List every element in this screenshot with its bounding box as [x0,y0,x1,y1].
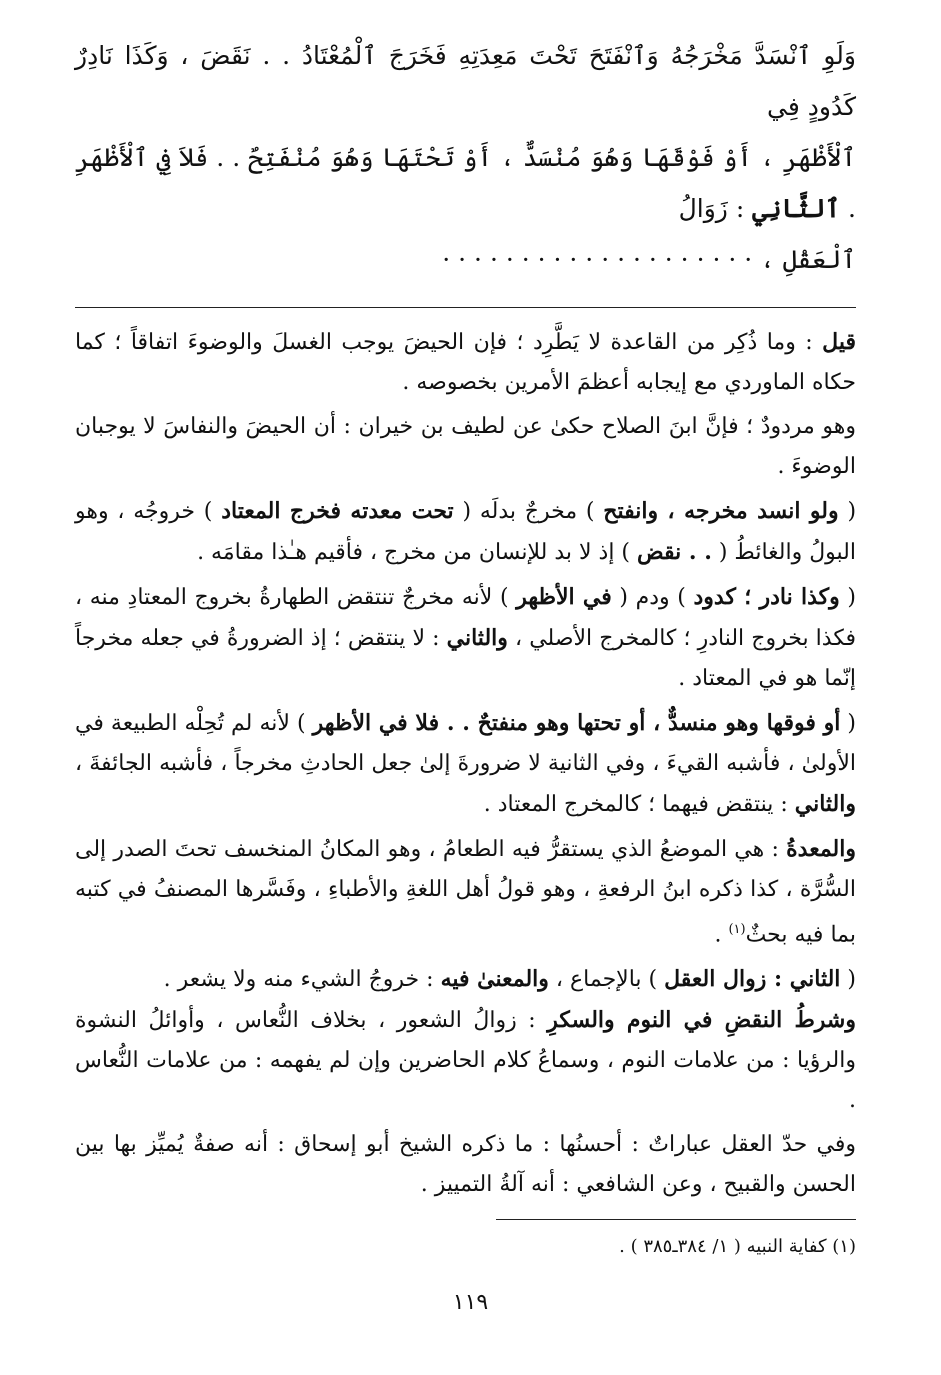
sharh-text-run: ) لأنه مخرجٌ تنتقض الطهارةُ بخروج المعتادِ منه ، فكذا بخروج النادرِ ؛ كالمخرج الأصلي ، [75,585,856,651]
sharh-para-9 [75,1125,856,1205]
matn-line-3-text: ٱلْعَقْلِ ، [760,245,856,274]
sharh-para-8 [75,1000,856,1121]
sharh-text-run: : خروجُ الشيء منه ولا يشعر . [163,967,434,993]
matn-separator [75,307,856,308]
matn-quote: في الأظهر [516,584,612,610]
matn-dots: · · · · · · · · · · · · · · · · · · · · [442,245,753,274]
sharh-para-1 [75,322,856,403]
sharh-text-run: ) لأنه لم تُحِلْه الطبيعة في الأولىٰ ، فأشبه القيءَ ، وفي الثانية لا ضرورةَ إلىٰ جعل الحادثِ مخرجاً ، فأشبه الجائفةَ ، [75,711,856,776]
matn-text [75,30,856,285]
sharh-text-run: ) مخرجٌ بدلَه ( [462,499,595,524]
sharh-text-run: ) خروجُه ، وهو البولُ والغائطُ ( [75,499,856,565]
sharh-text-run: : زوالُ الشعور ، بخلاف النُّعاس ، وأوائلُ النشوة والرؤيا : من علامات النوم ، وسماعُ كلام الحاضرين وإن لم يفهمه : من علامات النُّعاس . [75,1008,856,1114]
matn-line-1-text: وَلَوِ ٱنْسَدَّ مَخْرَجُهُ وَٱنْفَتَحَ تَحْتَ مَعِدَتِهِ فَخَرَجَ ٱلْمُعْتَادُ . . نَقَضَ ، وَكَذَا نَادِرٌ كَدُودٍ فِي [75,41,856,121]
paren: ( [847,499,857,524]
qila-label: قيل [822,329,856,355]
matn-quote: الثاني : زوال العقل [664,966,841,993]
footnote: (١) كفاية النبيه ( ١/ ٣٨٤ـ٣٨٥ ) . [619,1236,856,1258]
sharh-para-2 [75,407,856,487]
matn-line-2-text: ٱلْأَظْهَرِ ، أَوْ فَوْقَهَا وَهُوَ مُنْسَدٌّ ، أَوْ تَحْتَهَا وَهُوَ مُنْفَتِحٌ . . فَلاَ فِي ٱلْأَظْهَرِ . [75,143,856,223]
paren: ( [847,967,856,993]
mana-label: والمعنىٰ فيه [440,966,549,993]
sharh-para-3 [75,491,856,573]
sharh-text-run: ) إذ لا بد للإنسان من مخرج ، فأقيم هـٰذا مقامَه . [197,540,631,565]
page-number: ١١٩ [452,1290,489,1315]
maidah-label: والمعدةُ [786,836,856,862]
thani-label: والثاني [794,791,856,817]
paren: ( [847,711,856,736]
matn-line-2-tail: : زَوَالُ [678,194,745,223]
sharh-text-run: : هي الموضعُ الذي يستقرُّ فيه الطعامُ ، وهو المكانُ المنخسف تحتَ الصدر إلى السُّرَّة ، كذا ذكره ابنُ الرفعةِ ، وهو قولُ أهل اللغةِ والأطباءِ ، وفَسَّرها المصنفُ في كتبه بما فيه بحثٌ [75,837,856,948]
sharh-para-9-text: وفي حدّ العقل عباراتٌ : أحسنُها : ما ذكره الشيخ أبو إسحاق : أنه صفةٌ يُميِّز بها بين الحسن والقبيح ، وعن الشافعي : أنه آلةُ التمييز . [75,1132,856,1198]
sharh-text-run: : لا ينتقض ؛ إذ الضرورةُ في جعله مخرجاً إنّما هو في المعتاد . [75,626,856,691]
sharh-text-run: . [714,922,722,948]
matn-line-3 [75,234,856,285]
matn-thani-label: ٱلثَّانِي [752,194,841,223]
thani-label: والثاني [446,625,508,651]
sharh-para-4 [75,577,856,699]
sharh-para-2-text: وهو مردودٌ ؛ فإنَّ ابنَ الصلاح حكىٰ عن لطيف بن خيران : أن الحيضَ والنفاسَ لا يوجبان الوضوءَ . [75,414,856,479]
sharh-para-1-text: : وما ذُكِر من القاعدة لا يَطَّرِد ؛ فإن الحيضَ يوجب الغسلَ والوضوءَ اتفاقاً ؛ كما حكاه الماوردي مع إيجابه أعظمَ الأمرين بخصوصه . [75,330,856,395]
matn-quote: تحت معدته فخرج المعتاد [221,498,454,524]
sharh-para-7 [75,959,856,1000]
matn-line-2 [75,132,856,234]
sharh-text [75,322,856,1205]
sharh-para-6 [75,829,856,955]
sharh-text-run: ) بالإجماع ، [555,967,658,993]
shart-label: وشرطُ النقضِ في النوم والسكرِ [547,1007,856,1034]
matn-line-1 [75,30,856,132]
sharh-text-run: : ينتقض فيهما ؛ كالمخرج المعتاد . [483,792,788,817]
sharh-para-5 [75,703,856,825]
matn-quote: ولو انسد مخرجه ، وانفتح [603,498,839,524]
matn-quote: وكذا نادر ؛ كدود [693,584,840,610]
footnote-separator [496,1219,856,1220]
matn-quote: أو فوقها وهو منسدٌّ ، أو تحتها وهو منفتحٌ . . فلا في الأظهر [312,710,841,736]
paren: ( [847,585,856,610]
footnote-ref: (١) [728,922,746,937]
sharh-text-run: ) ودم ( [619,585,686,610]
matn-quote: . . نقض [637,539,712,565]
